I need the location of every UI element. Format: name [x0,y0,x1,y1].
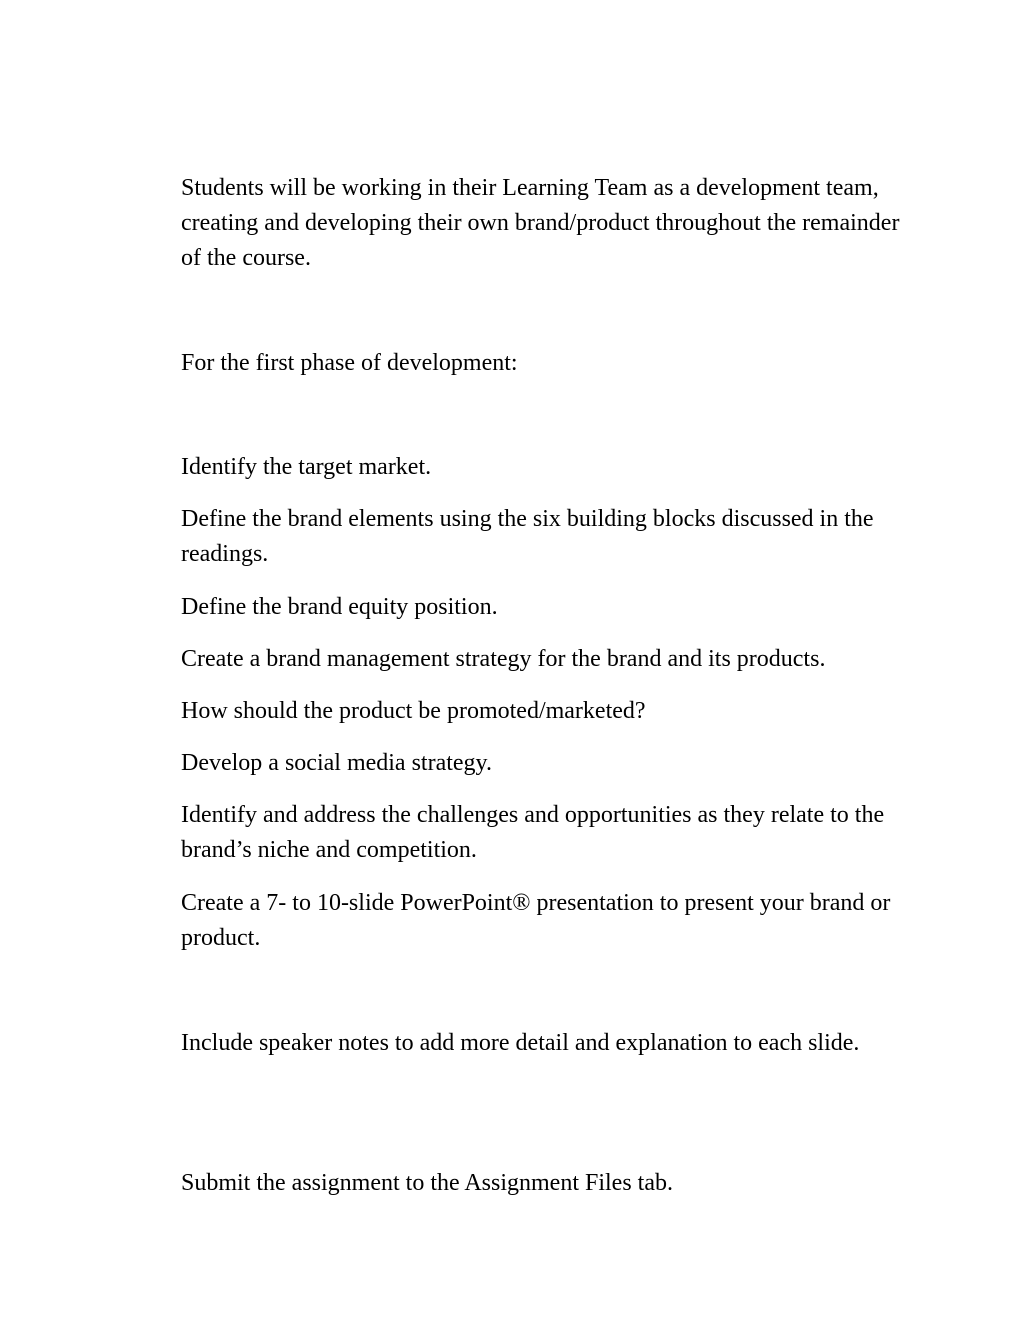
instruction-item: Define the brand elements using the six building blocks discussed in the readings. [181,506,874,567]
instruction-item: Identify and address the challenges and opportunities as they relate to the brand’s niche and competition. [181,802,885,863]
speaker-notes-paragraph: Include speaker notes to add more detail and explanation to each slide. [181,1030,860,1056]
instruction-item: Create a 7- to 10-slide PowerPoint® presentation to present your brand or product. [181,890,891,951]
intro-paragraph: Students will be working in their Learning Team as a development team, creating and developing their own brand/product throughout the remainder of the course. [181,175,900,271]
instruction-item: Develop a social media strategy. [181,750,492,776]
instruction-item: How should the product be promoted/marketed? [181,698,646,724]
phase-heading: For the first phase of development: [181,350,518,376]
instruction-item: Create a brand management strategy for the brand and its products. [181,646,826,672]
submit-paragraph: Submit the assignment to the Assignment Files tab. [181,1170,673,1196]
instruction-item: Define the brand equity position. [181,594,498,620]
instruction-item: Identify the target market. [181,454,432,480]
